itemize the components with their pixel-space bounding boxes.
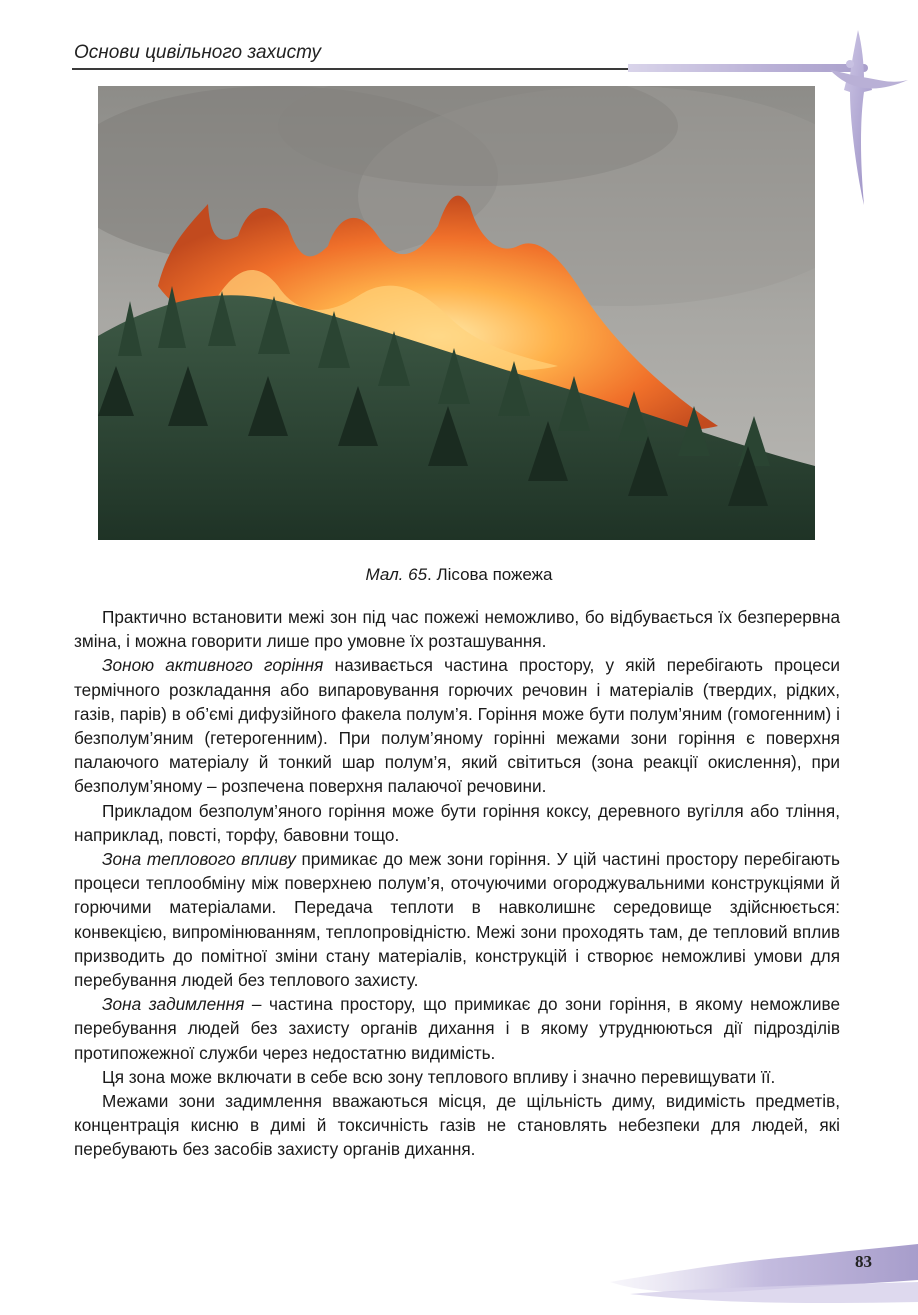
term-active-combustion: Зоною активного горіння	[102, 655, 324, 676]
paragraph-text: Практично встановити межі зон під час пожежі неможливо, бо відбувається їх безперервна зміна, і можна говорити лише про умовне їх розташування.	[74, 607, 840, 652]
paragraph-text: – частина простору, що примикає до зони горіння, в якому неможливе перебування людей без захисту органів дихання і в якому утруднюються дії підрозділів протипожежної служби через недостатню видимість.	[74, 994, 840, 1063]
footer-brush-decoration-icon	[610, 1232, 918, 1315]
paragraph	[74, 653, 840, 798]
paragraph	[74, 847, 840, 992]
paragraph	[74, 1089, 840, 1162]
paragraph	[74, 799, 840, 847]
body-text	[74, 605, 840, 1162]
paragraph-text: Ця зона може включати в себе всю зону теплового впливу і значно перевищувати її.	[102, 1066, 776, 1087]
sword-decoration-icon	[820, 20, 918, 220]
paragraph	[74, 605, 840, 653]
term-smoke-zone: Зона задимлення	[102, 994, 245, 1015]
paragraph	[74, 992, 840, 1065]
paragraph-text: Прикладом безполум’яного горіння може бути горіння коксу, деревного вугілля або тління, наприклад, повсті, торфу, бавовни тощо.	[74, 800, 840, 845]
figure-title: . Лісова пожежа	[427, 565, 553, 584]
page-number: 83	[855, 1252, 872, 1271]
running-header: Основи цивільного захисту	[74, 42, 322, 63]
figure-caption	[0, 565, 918, 585]
forest-fire-photo	[98, 86, 815, 540]
paragraph	[74, 1065, 840, 1089]
figure-number: Мал. 65	[365, 565, 428, 584]
paragraph-text: примикає до меж зони горіння. У цій частині простору перебігають процеси теплообміну між поверхнею полум’я, оточуючими огороджувальними конструкціями й горючими матеріалами. Передача теплоти в навколишнє середовище здійснюється: конвекцією, випромінюванням, теплопровідністю. Межі зони проходять там, де тепловий вплив призводить до помітної зміни стану матеріалів, конструкцій і створює неможливі умови для перебування людей без теплового захисту.	[74, 849, 840, 991]
paragraph-text: називається частина простору, у якій перебігають процеси термічного розкладання або випаровування горючих речовин і матеріалів (твердих, рідких, газів, парів) в об’ємі дифузійного факела полум’я. Горіння може бути полум’яним (гомогенним) і безполум’яним (гетерогенним). При полум’яному горінні межами зони горіння є поверхня палаючого матеріалу й тонкий шар полум’я, який світиться (зона реакції окислення), при безполум’яному – розпечена поверхня палаючої речовини.	[74, 655, 840, 797]
header-rule	[72, 68, 632, 70]
paragraph-text: Межами зони задимлення вважаються місця, де щільність диму, видимість предметів, концентрація кисню в димі й токсичність газів не становлять небезпеки для людей, які перебувають без засобів захисту органів дихання.	[74, 1091, 840, 1160]
term-thermal-zone: Зона теплового впливу	[102, 849, 296, 870]
